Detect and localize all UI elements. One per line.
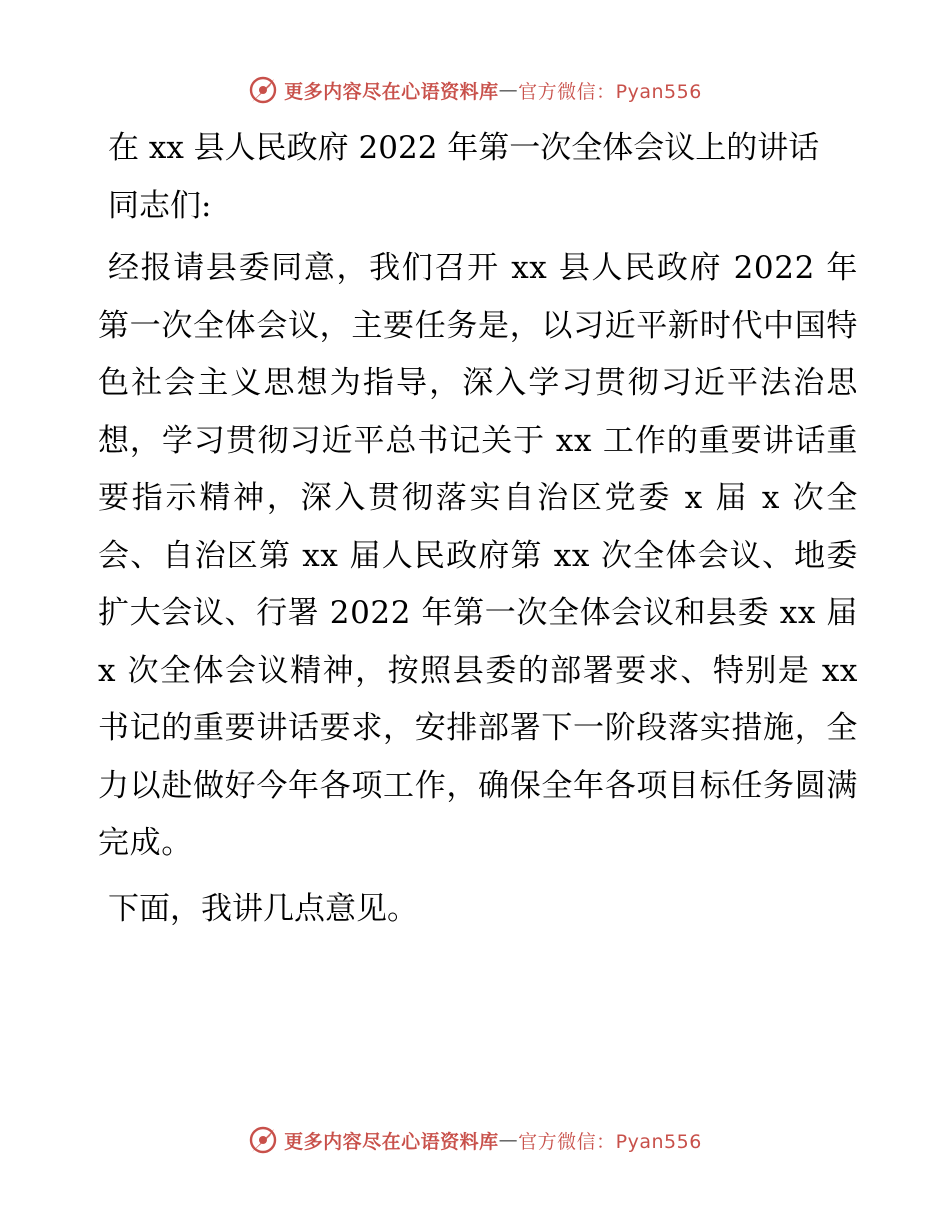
document-body [98, 120, 858, 937]
watermark-separator: — [498, 1129, 519, 1151]
header-watermark [0, 70, 950, 110]
watermark-main-text: 更多内容尽在心语资料库 [284, 80, 499, 103]
quill-pen-circle-icon [248, 75, 278, 105]
document-title: 在 xx 县人民政府 2022 年第一次全体会议上的讲话 [108, 130, 820, 166]
footer-watermark [0, 1120, 950, 1160]
closing-line: 下面，我讲几点意见。 [108, 890, 418, 927]
watermark-main-text: 更多内容尽在心语资料库 [284, 1130, 499, 1153]
quill-pen-circle-icon [248, 1125, 278, 1155]
watermark-separator: — [498, 79, 519, 101]
body-paragraph: 经报请县委同意，我们召开 xx 县人民政府 2022 年第一次全体会议，主要任务是，以习近平新时代中国特色社会主义思想为指导，深入学习贯彻习近平法治思想，学习贯彻习近平总书记关于 xx 工作的重要讲话重要指示精神，深入贯彻落实自治区党委 x 届 x 次全会、自治区第 xx 届人民政府第 xx 次全体会议、地委扩大会议、行署 2022 年第一次全体会议和县委 xx 届 x 次全体会议精神，按照县委的部署要求、特别是 xx 书记的重要讲话要求，安排部署下一阶段落实措施，全力以赴做好今年各项工作，确保全年各项目标任务圆满完成。 [98, 250, 858, 861]
watermark-contact-text: 官方微信：Pyan556 [518, 80, 702, 103]
watermark-contact-text: 官方微信：Pyan556 [518, 1130, 702, 1153]
salutation: 同志们: [108, 188, 212, 224]
